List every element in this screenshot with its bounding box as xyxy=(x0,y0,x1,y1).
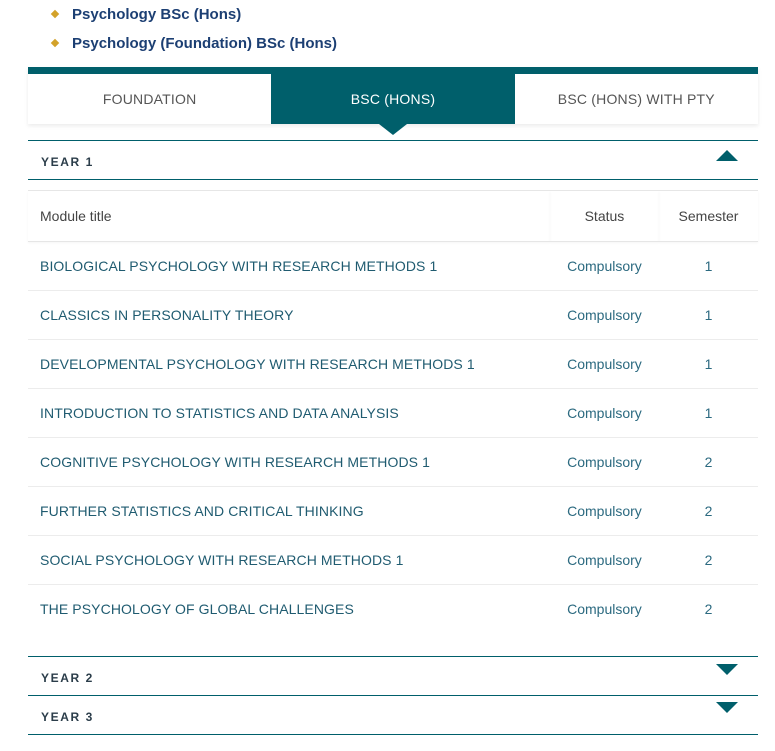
semester-cell: 1 xyxy=(659,340,758,389)
tab-bsc-hons-with-pty[interactable]: BSC (HONS) WITH PTY xyxy=(515,74,758,124)
status-cell: Compulsory xyxy=(550,242,659,291)
module-link[interactable]: BIOLOGICAL PSYCHOLOGY WITH RESEARCH METHODS 1 xyxy=(40,258,438,274)
status-cell: Compulsory xyxy=(550,487,659,536)
module-link[interactable]: DEVELOPMENTAL PSYCHOLOGY WITH RESEARCH METHODS 1 xyxy=(40,356,475,372)
semester-cell: 2 xyxy=(659,438,758,487)
module-title-cell xyxy=(28,438,550,487)
table-header-row xyxy=(28,191,758,242)
semester-cell: 1 xyxy=(659,291,758,340)
module-title-cell xyxy=(28,291,550,340)
modules-table xyxy=(28,190,758,633)
module-link[interactable]: SOCIAL PSYCHOLOGY WITH RESEARCH METHODS 1 xyxy=(40,552,404,568)
status-cell: Compulsory xyxy=(550,291,659,340)
status-cell: Compulsory xyxy=(550,438,659,487)
course-list-item xyxy=(48,0,337,29)
year-1-accordion-header[interactable] xyxy=(28,140,758,180)
course-list-item xyxy=(48,29,337,58)
semester-cell: 2 xyxy=(659,487,758,536)
module-link[interactable]: THE PSYCHOLOGY OF GLOBAL CHALLENGES xyxy=(40,601,354,617)
year-2-label: YEAR 2 xyxy=(41,671,94,685)
status-cell: Compulsory xyxy=(550,536,659,585)
tab-bsc-hons[interactable]: BSC (HONS) xyxy=(271,74,514,124)
status-cell: Compulsory xyxy=(550,389,659,438)
semester-cell: 2 xyxy=(704,601,713,617)
module-link[interactable]: COGNITIVE PSYCHOLOGY WITH RESEARCH METHODS 1 xyxy=(40,454,430,470)
year-3-label: YEAR 3 xyxy=(41,709,94,724)
tab-foundation[interactable]: FOUNDATION xyxy=(28,74,271,124)
course-variant-tabs xyxy=(28,67,758,124)
diamond-bullet-icon xyxy=(51,9,59,17)
course-link-psychology-bsc[interactable]: Psychology BSc (Hons) xyxy=(72,6,242,23)
course-link-psychology-foundation[interactable]: Psychology (Foundation) BSc (Hons) xyxy=(72,35,337,52)
table-row xyxy=(28,389,758,438)
diamond-bullet-icon xyxy=(51,38,59,46)
table-row xyxy=(28,242,758,291)
module-title-cell xyxy=(28,487,550,536)
table-row xyxy=(28,291,758,340)
module-title-cell xyxy=(28,585,550,634)
column-header-semester: Semester xyxy=(659,191,758,242)
year-2-accordion-header[interactable] xyxy=(28,656,758,696)
module-title-cell xyxy=(28,389,550,438)
chevron-up-icon[interactable] xyxy=(716,150,738,161)
chevron-down-icon[interactable] xyxy=(716,702,738,713)
semester-cell: 1 xyxy=(659,242,758,291)
semester-cell: 1 xyxy=(659,389,758,438)
column-header-status: Status xyxy=(550,191,659,242)
table-row xyxy=(28,487,758,536)
column-header-module-title: Module title xyxy=(28,191,550,242)
table-row xyxy=(28,536,758,585)
chevron-down-icon[interactable] xyxy=(716,664,738,675)
module-title-cell xyxy=(28,536,550,585)
module-link[interactable]: INTRODUCTION TO STATISTICS AND DATA ANALYSIS xyxy=(40,405,399,421)
course-list xyxy=(48,0,337,58)
module-link[interactable]: CLASSICS IN PERSONALITY THEORY xyxy=(40,307,294,323)
module-title-cell xyxy=(28,242,550,291)
table-row xyxy=(28,585,758,634)
module-title-cell xyxy=(28,340,550,389)
table-row xyxy=(28,340,758,389)
module-link[interactable]: FURTHER STATISTICS AND CRITICAL THINKING xyxy=(40,503,364,519)
year-1-label: YEAR 1 xyxy=(41,155,94,169)
status-cell: Compulsory xyxy=(567,601,642,617)
table-row xyxy=(28,438,758,487)
status-cell: Compulsory xyxy=(550,340,659,389)
semester-cell: 2 xyxy=(659,536,758,585)
year-3-accordion-header[interactable] xyxy=(28,695,758,735)
